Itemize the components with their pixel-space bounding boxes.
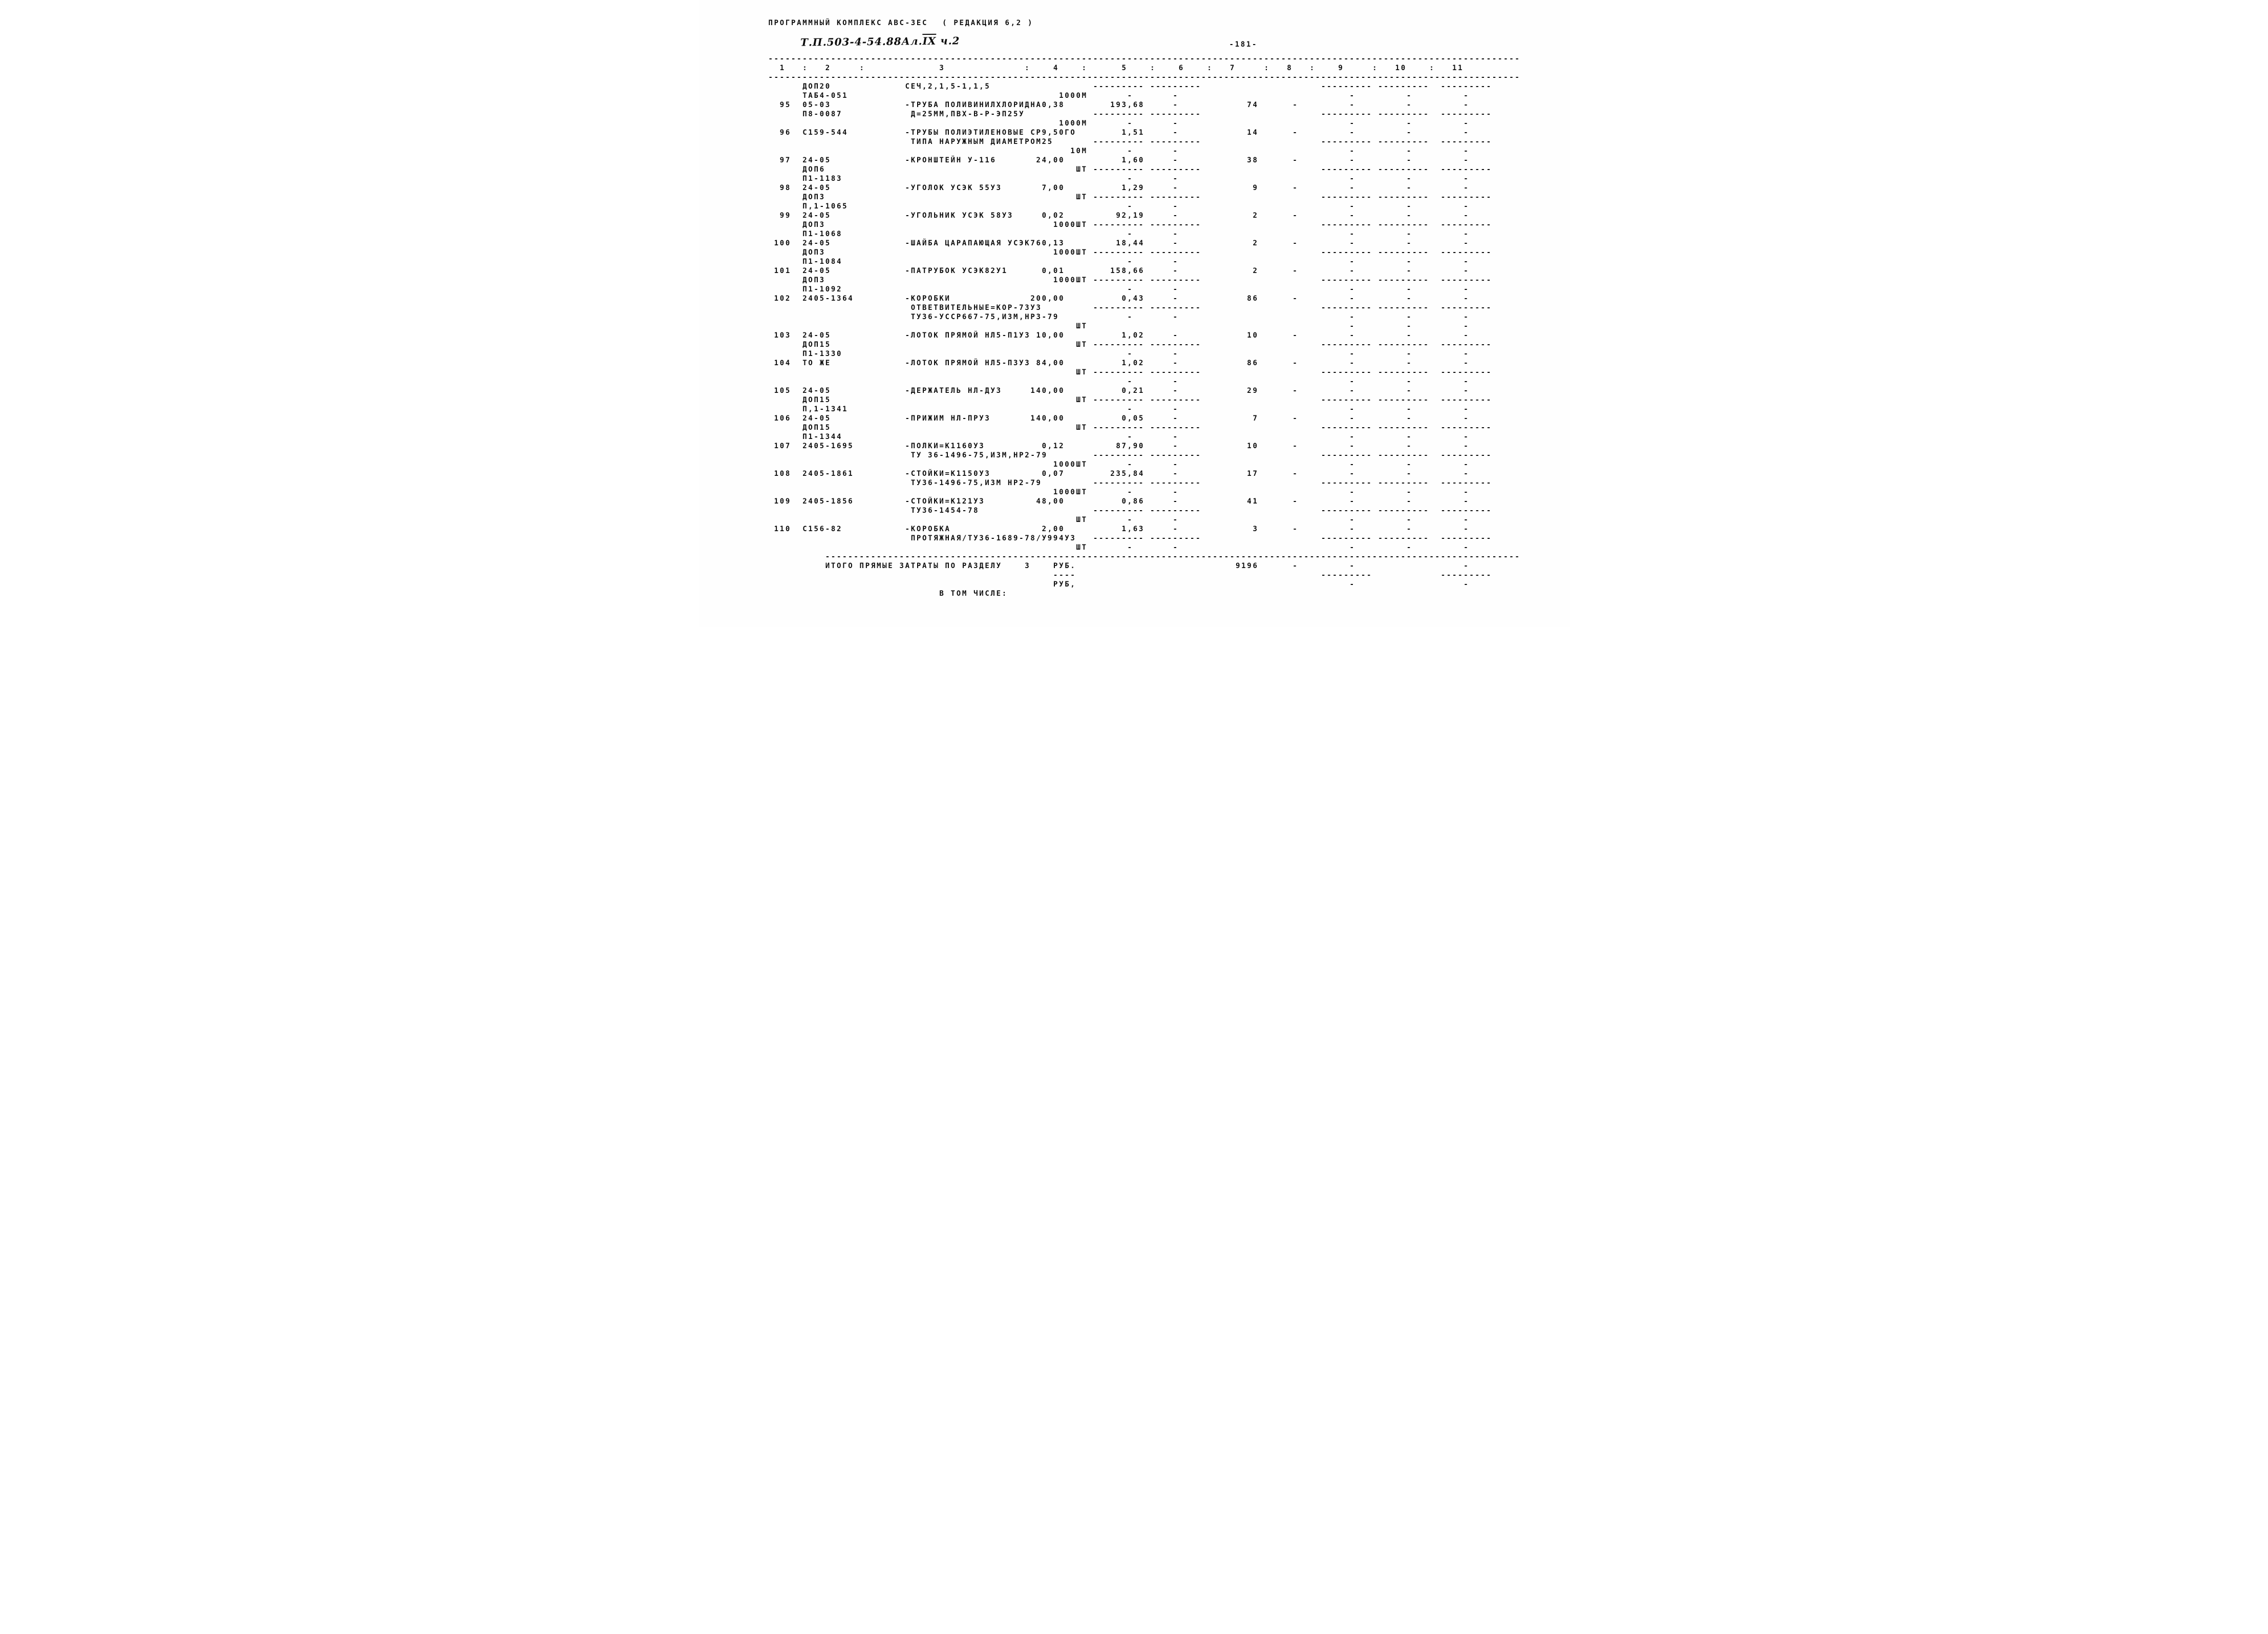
stamp-line [769, 34, 1521, 54]
marks-row: П,1-1065 - - - - - [768, 202, 1521, 211]
totals-including-row: В ТОМ ЧИСЛЕ: [768, 590, 1521, 598]
marks-row: ТУ36-УССР667-75,ИЗМ,НР3-79 - - - - - [768, 313, 1521, 321]
edition-label: ( РЕДАКЦИЯ 6,2 ) [942, 19, 1034, 27]
separator-row: ДОП3 ШТ --------- --------- --------- --------- --------- [768, 193, 1521, 201]
item-row: 108 2405-1861 -СТОЙКИ=К1150У3 0,07 235,84 - 17 - - - - [768, 470, 1521, 478]
totals-underline-row: ---- --------- --------- [768, 571, 1521, 579]
stamp-typeproject: Т.П.503-4-54.88 [800, 35, 902, 49]
separator-row: ОТВЕТВИТЕЛЬНЫЕ=КОР-73У3 --------- --------- --------- --------- --------- [768, 304, 1521, 312]
marks-row: П1-1183 - - - - - [768, 175, 1521, 183]
totals-row: ИТОГО ПРЯМЫЕ ЗАТРАТЫ ПО РАЗДЕЛУ 3 РУБ. 9196 - - - [768, 562, 1521, 570]
separator-row: ДОП3 1000ШТ --------- --------- --------- --------- --------- [768, 276, 1521, 284]
scanned-document-page [699, 0, 1570, 627]
item-row: 102 2405-1364 -КОРОБКИ 200,00 0,43 - 86 - - - - [768, 295, 1521, 303]
separator-row: ДОП3 1000ШТ --------- --------- --------- --------- --------- [768, 221, 1521, 229]
separator-row: ШТ --------- --------- --------- --------- --------- [768, 368, 1521, 376]
separator-row: ПРОТЯЖНАЯ/ТУ36-1689-78/У994У3 --------- --------- --------- --------- --------- [768, 534, 1521, 542]
marks-row: П1-1068 - - - - - [768, 230, 1521, 238]
separator-row: ТУ 36-1496-75,ИЗМ,НР2-79 --------- --------- --------- --------- --------- [768, 451, 1521, 459]
separator-row: ДОП20 СЕЧ,2,1,5-1,1,5 --------- --------- --------- --------- --------- [768, 82, 1521, 91]
marks-row: 1000М - - - - - [768, 119, 1521, 128]
item-row: 95 05-03 -ТРУБА ПОЛИВИНИЛХЛОРИДНА0,38 193,68 - 74 - - - - [768, 101, 1521, 109]
separator-row: ДОП6 ШТ --------- --------- --------- --------- --------- [768, 165, 1521, 174]
item-row: 104 ТО ЖЕ -ЛОТОК ПРЯМОЙ НЛ5-П3У3 84,00 1,02 - 86 - - - - [768, 359, 1521, 367]
item-row: 100 24-05 -ШАЙБА ЦАРАПАЮЩАЯ УСЭК760,13 18,44 - 2 - - - - [768, 239, 1521, 247]
item-row: 101 24-05 -ПАТРУБОК УСЭК82У1 0,01 158,66 - 2 - - - - [768, 267, 1521, 275]
item-row: 98 24-05 -УГОЛОК УСЭК 55У3 7,00 1,29 - 9 - - - - [768, 184, 1521, 192]
marks-row: ТАБ4-051 1000М - - - - - [768, 92, 1521, 100]
separator-row: ТУ36-1496-75,ИЗМ НР2-79 --------- --------- --------- --------- --------- [768, 479, 1521, 487]
separator-row: ДОП3 1000ШТ --------- --------- --------- --------- --------- [768, 248, 1521, 257]
marks-row: П,1-1341 - - - - - [768, 405, 1521, 413]
separator-row: ТУ36-1454-78 --------- --------- --------- --------- --------- [768, 507, 1521, 515]
separator-row: ДОП15 ШТ --------- --------- --------- --------- --------- [768, 396, 1521, 404]
marks-row: 1000ШТ - - - - - [768, 488, 1521, 496]
stamp-album-number: $\overline{IX}$ [922, 34, 936, 48]
estimate-table [769, 54, 1521, 598]
separator-row: ТИПА НАРУЖНЫМ ДИАМЕТРОМ25 --------- --------- --------- --------- --------- [768, 138, 1521, 146]
marks-row: П1-1084 - - - - - [768, 258, 1521, 266]
item-row: 107 2405-1695 -ПОЛКИ=К1160У3 0,12 87,90 - 10 - - - - [768, 442, 1521, 450]
stamp-part: ч.2 [940, 34, 960, 47]
marks-row: ШТ - - - - - [768, 516, 1521, 524]
totals-rule: -------------------------------------------------------------------------------------------------------------------------- [768, 553, 1521, 561]
marks-row: ШТ - - - [768, 322, 1521, 330]
item-row: 105 24-05 -ДЕРЖАТЕЛЬ НЛ-ДУ3 140,00 0,21 - 29 - - - - [768, 387, 1521, 395]
item-row: 97 24-05 -КРОНШТЕЙН У-116 24,00 1,60 - 38 - - - - [768, 156, 1521, 164]
item-row: 110 С156-82 -КОРОБКА 2,00 1,63 - 3 - - - - [768, 525, 1521, 533]
marks-row: ШТ - - - - - [768, 543, 1521, 552]
marks-row: 1000ШТ - - - - - [768, 460, 1521, 469]
document-header [769, 18, 1521, 30]
separator-row: П8-0087 Д=25ММ,ПВХ-В-Р-ЭП25У --------- --------- --------- --------- --------- [768, 110, 1521, 118]
separator-row: ДОП15 ШТ --------- --------- --------- --------- --------- [768, 341, 1521, 349]
printout [769, 18, 1521, 598]
marks-row: П1-1330 - - - - - [768, 350, 1521, 358]
item-row: 109 2405-1856 -СТОЙКИ=К121У3 48,00 0,86 - 41 - - - - [768, 497, 1521, 506]
app-title: ПРОГРАММНЫЙ КОМПЛЕКС АВС-3ЕС [768, 19, 928, 27]
item-row: 106 24-05 -ПРИЖИМ НЛ-ПРУ3 140,00 0,05 - 7 - - - - [768, 414, 1521, 423]
marks-row: - - - - - [768, 378, 1521, 386]
separator-row: ДОП15 ШТ --------- --------- --------- --------- --------- [768, 424, 1521, 432]
horizontal-rule: ------------------------------------------------------------------------------------------------------------------------------------ [768, 73, 1521, 81]
marks-row: П1-1344 - - - - - [768, 433, 1521, 441]
horizontal-rule: ------------------------------------------------------------------------------------------------------------------------------------ [768, 55, 1521, 63]
item-row: 103 24-05 -ЛОТОК ПРЯМОЙ НЛ5-П1У3 10,00 1,02 - 10 - - - - [768, 331, 1521, 340]
stamp-album-label: Ал. [901, 35, 923, 48]
handwritten-stamp [800, 36, 960, 47]
totals-currency-row: РУБ, - - [768, 580, 1521, 589]
page-number: -181- [1229, 40, 1258, 49]
marks-row: 10М - - - - - [768, 147, 1521, 155]
marks-row: П1-1092 - - - - - [768, 285, 1521, 294]
item-row: 96 С159-544 -ТРУБЫ ПОЛИЭТИЛЕНОВЫЕ СР9,50ГО 1,51 - 14 - - - - [768, 129, 1521, 137]
item-row: 99 24-05 -УГОЛЬНИК УСЭК 58У3 0,02 92,19 - 2 - - - - [768, 212, 1521, 220]
column-header-row: 1 : 2 : 3 : 4 : 5 : 6 : 7 : 8 : 9 : 10 : 11 [768, 64, 1521, 72]
